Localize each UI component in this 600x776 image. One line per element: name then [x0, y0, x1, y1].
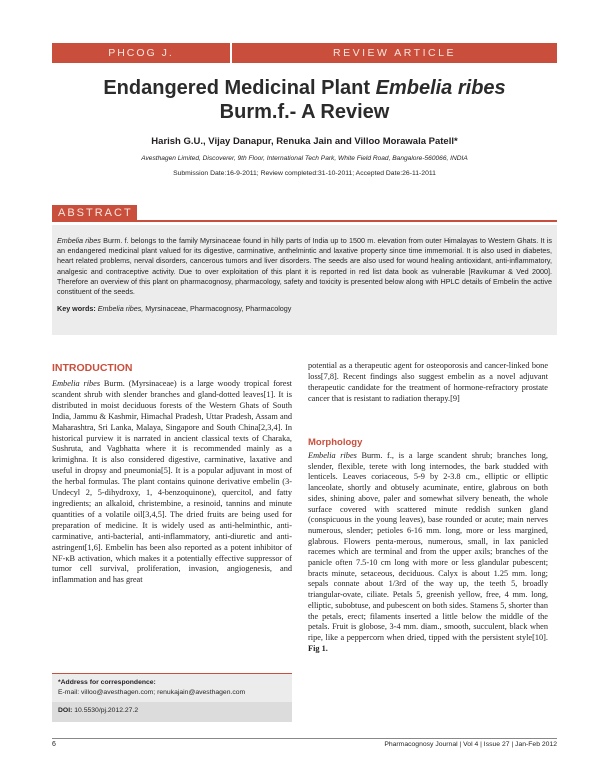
morph-species: Embelia ribes — [308, 451, 357, 460]
keywords-list: Myrsinaceae, Pharmacognosy, Pharmacology — [143, 304, 292, 314]
submission-dates: Submission Date:16-9-2011; Review completed:31-10-2011; Accepted Date:26-11-2011 — [173, 170, 436, 177]
article-title — [52, 76, 557, 124]
correspondence-email[interactable]: E-mail: villoo@avesthagen.com; renukajain@avesthagen.com — [58, 689, 246, 696]
abstract-species: Embelia ribes — [57, 236, 101, 245]
intro-species: Embelia ribes — [52, 379, 101, 388]
morph-body: Burm. f., is a large scandent shrub; branches long, slender, flexible, terete with long internodes, the bark studded with lenticels. Leaves coriaceous, 5-9 by 2-3.8 cm., elliptic or elliptic lanceolate, shortly and obtusely acuminate, entire, glabrous on both sides, shining above, paler and somewhat silvery beneath, the whole surface covered with scattered minute reddish sunken gland (conspicuous in the young leaves), base rounded or acute; main nerves numerous, slender; petioles 6-16 mm. long, more or less margined, glabrous. Flowers penta-merous, numerous, small, in lax panicled racemes which are terminal and from the upper axils; branches of the panicle often 7.5-10 cm long with more or less glandular pubescent; bracts minute, setaceous, deciduous. Calyx is about 1.25 mm. long; sepals connate about 1/3rd of the way up, the teeth 5, broadly triangular-ovate, ciliate. Petals 5, greenish yellow, free, 4 mm. long, elliptic, subobtuse, and pubescent on both sides. Stamens 5, shorter than the petals, erect; filaments inserted a little below the middle of the petals. Fruit is globose, 3-4 mm. diam., smooth, succulent, black when ripe, like a peppercorn when dried, tipped with the persistent style[10]. — [308, 451, 548, 642]
keywords-label: Key words: — [57, 304, 96, 314]
doi-value[interactable]: 10.5530/pj.2012.27.2 — [74, 707, 139, 714]
abstract-label: ABSTRACT — [52, 205, 137, 222]
introduction-text — [52, 379, 292, 586]
doi-label: DOI: — [58, 707, 73, 714]
journal-footer: Pharmacognosy Journal | Vol 4 | Issue 27 | Jan-Feb 2012 — [384, 741, 557, 748]
title-prefix: Endangered Medicinal Plant — [103, 77, 376, 99]
header-banner — [52, 43, 557, 63]
article-type: REVIEW ARTICLE — [333, 47, 456, 59]
morphology-text — [308, 451, 548, 654]
doi-box — [52, 702, 292, 722]
abstract-rule — [137, 220, 557, 222]
footer-rule — [52, 738, 557, 739]
correspondence-label: *Address for correspondence: — [58, 679, 156, 686]
right-column-top-text: potential as a therapeutic agent for osteoporosis and cancer-linked bone loss[7,8]. Recent findings also suggest embelin as a novel adjuvant therapeutic candidate for the treatment of hormone-refractory prostate cancer that is resistant to radiation therapy.[9] — [308, 361, 548, 403]
title-species: Embelia ribes — [375, 77, 506, 99]
abstract-body: Burm. f. belongs to the family Myrsinaceae found in hilly parts of India up to 1500 m. elevation from outer Himalayas to Western Ghats. It is an endangered medicinal plant valued for its digestive, carminative, anthelmintic and laxative property since time immemorial. It is also used in diabetes, heart related problems, nerval disorders, cancerous tumors and liver disorders. The seeds are also used for wound healing antioxidant, anti-inflammatory, analgesic and contraceptive activity. Due to over exploitation of this plant it is reported in red list data book as vulnerable [Ravikumar & Ved 2000]. Therefore an overview of this plant on pharmacognosy, pharmacology, safety and toxicity is presented below along with HPLC details of Embelin the active constituent of the seeds. — [57, 236, 553, 297]
keywords — [57, 304, 552, 313]
introduction-heading: INTRODUCTION — [52, 362, 133, 374]
abstract-text — [57, 236, 552, 297]
affiliation: Avesthagen Limited, Discoverer, 9th Floor, International Tech Park, White Field Road, Bangalore-560066, INDIA — [141, 155, 468, 162]
keywords-species: Embelia ribes, — [97, 304, 144, 314]
figure-reference[interactable]: Fig 1. — [308, 643, 328, 653]
page-number: 6 — [52, 741, 56, 748]
intro-body: Burm. (Myrsinaceae) is a large woody tropical forest scandent shrub with slender branches and gland-dotted leaves[1]. It is distributed in moist deciduous forests of the Western Ghats of South India, Jammu & Kashmir, Himachal Pradesh, Uttar Pradesh, Assam and Maharashtra, Sri Lanka, Malaya, Singapore and South China[2,3,4]. In historical purview it is narrated in ancient classical texts of Charaka, Sushruta, and Vagbhatta where it is recommended mainly as a krimighna. It is also considered digestive, carminative, laxative and useful in dropsy and pneumonia[5]. It is a popular adjuvant in most of the herbal formulas. The plant contains quinone derivative embelin (3-Undecyl 2, 5-dihydroxy, 1, 4-benzoquinone), quercitol, and fatty ingredients; an alkaloid, christembine, a resinoid, tannins and minute quantities of a volatile oil[3,4,5]. The dried fruits are being used for preparation of medicine. It is widely used as anti-helminthic, anti-carminative, anti-bacterial, anti-inflammatory, anti-diuretic and anti-astringent[1,6]. Embelin has been also reported as a potent inhibitor of NF-κB activation, which makes it a potentially effective suppressor of tumor cell survival, proliferation, invasion, angiogenesis, and inflammation and has great — [52, 379, 292, 585]
abstract-box — [52, 225, 557, 335]
morphology-heading: Morphology — [308, 437, 363, 448]
authors: Harish G.U., Vijay Danapur, Renuka Jain and Villoo Morawala Patell* — [151, 136, 458, 147]
journal-tag: PHCOG J. — [108, 47, 174, 59]
title-line2: Burm.f.- A Review — [219, 101, 390, 123]
